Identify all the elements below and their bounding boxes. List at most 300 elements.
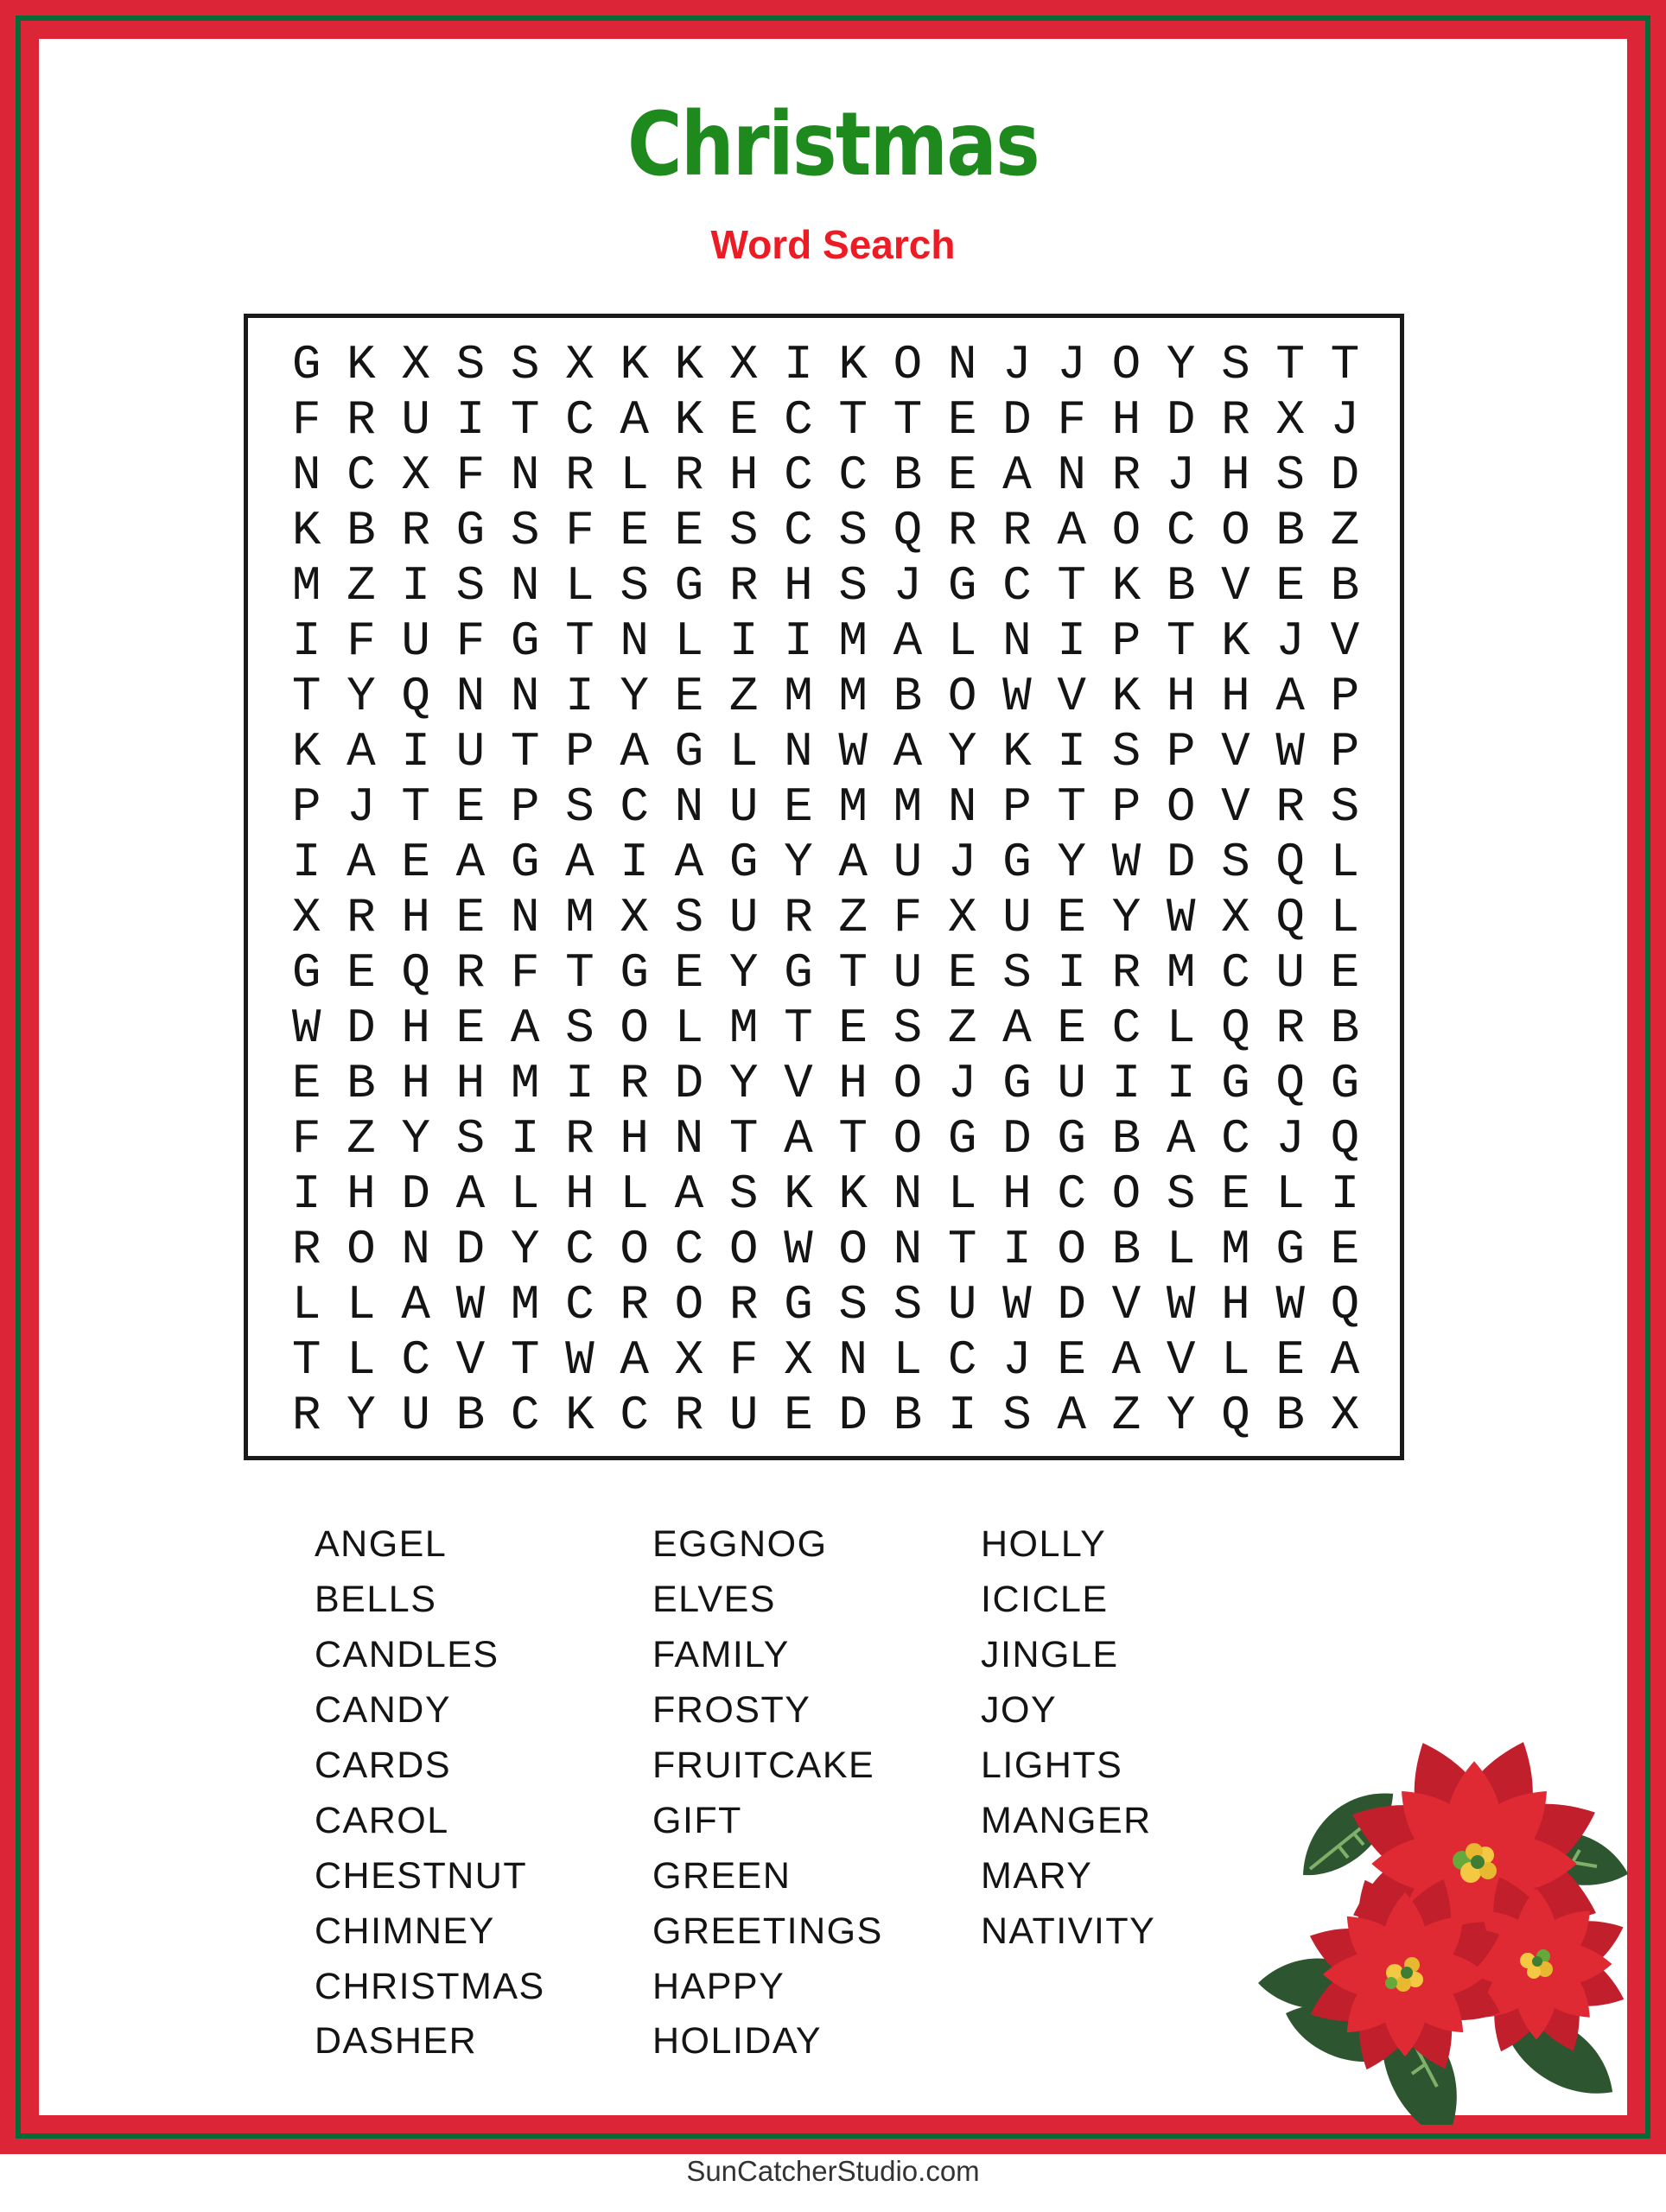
grid-cell[interactable]: I xyxy=(291,835,321,890)
grid-cell[interactable]: I xyxy=(728,613,759,669)
grid-cell[interactable]: K xyxy=(1221,613,1250,669)
grid-cell[interactable]: X xyxy=(1330,1388,1360,1443)
grid-cell[interactable]: H xyxy=(1002,1166,1032,1222)
grid-cell[interactable]: C xyxy=(565,1277,595,1332)
grid-cell[interactable]: X xyxy=(291,890,321,945)
grid-cell[interactable]: T xyxy=(510,392,540,448)
grid-cell[interactable]: W xyxy=(784,1222,813,1277)
grid-cell[interactable]: R xyxy=(291,1222,321,1277)
grid-cell[interactable]: T xyxy=(510,724,540,779)
grid-cell[interactable]: E xyxy=(401,835,430,890)
grid-cell[interactable]: C xyxy=(620,779,649,835)
grid-cell[interactable]: F xyxy=(347,613,376,669)
grid-cell[interactable]: H xyxy=(455,1056,486,1111)
grid-cell[interactable]: E xyxy=(674,503,704,558)
grid-cell[interactable]: C xyxy=(565,392,595,448)
grid-cell[interactable]: T xyxy=(1166,613,1196,669)
grid-cell[interactable]: K xyxy=(838,1166,868,1222)
grid-cell[interactable]: N xyxy=(947,779,977,835)
grid-cell[interactable]: Q xyxy=(1330,1277,1360,1332)
grid-cell[interactable]: A xyxy=(1057,1388,1086,1443)
grid-cell[interactable]: F xyxy=(455,613,486,669)
grid-cell[interactable]: G xyxy=(291,945,321,1001)
grid-cell[interactable]: B xyxy=(1111,1111,1141,1166)
grid-cell[interactable]: L xyxy=(620,448,649,503)
grid-cell[interactable]: D xyxy=(674,1056,704,1111)
grid-cell[interactable]: D xyxy=(455,1222,486,1277)
grid-cell[interactable]: X xyxy=(947,890,977,945)
grid-cell[interactable]: T xyxy=(838,1111,868,1166)
grid-cell[interactable]: S xyxy=(728,1166,759,1222)
grid-cell[interactable]: Y xyxy=(728,945,759,1001)
grid-cell[interactable]: I xyxy=(510,1111,540,1166)
grid-cell[interactable]: E xyxy=(1057,1332,1086,1388)
grid-cell[interactable]: S xyxy=(620,558,649,613)
grid-cell[interactable]: Z xyxy=(947,1001,977,1056)
grid-cell[interactable]: N xyxy=(947,337,977,392)
grid-cell[interactable]: X xyxy=(728,337,759,392)
grid-cell[interactable]: G xyxy=(1002,1056,1032,1111)
grid-cell[interactable]: I xyxy=(1166,1056,1196,1111)
grid-cell[interactable]: N xyxy=(1002,613,1032,669)
grid-cell[interactable]: V xyxy=(1330,613,1360,669)
grid-cell[interactable]: Z xyxy=(1111,1388,1141,1443)
grid-cell[interactable]: M xyxy=(1221,1222,1250,1277)
grid-cell[interactable]: M xyxy=(510,1056,540,1111)
grid-cell[interactable]: T xyxy=(401,779,430,835)
grid-cell[interactable]: I xyxy=(565,1056,595,1111)
grid-cell[interactable]: A xyxy=(893,613,923,669)
grid-cell[interactable]: I xyxy=(1057,613,1086,669)
grid-cell[interactable]: C xyxy=(784,503,813,558)
grid-cell[interactable]: T xyxy=(1275,337,1305,392)
grid-cell[interactable]: M xyxy=(838,669,868,724)
grid-cell[interactable]: P xyxy=(1111,613,1141,669)
grid-cell[interactable]: H xyxy=(838,1056,868,1111)
grid-cell[interactable]: X xyxy=(1221,890,1250,945)
grid-cell[interactable]: L xyxy=(565,558,595,613)
grid-cell[interactable]: T xyxy=(784,1001,813,1056)
grid-cell[interactable]: K xyxy=(674,392,704,448)
grid-cell[interactable]: F xyxy=(291,392,321,448)
grid-cell[interactable]: R xyxy=(1111,945,1141,1001)
grid-cell[interactable]: L xyxy=(1221,1332,1250,1388)
grid-cell[interactable]: G xyxy=(1002,835,1032,890)
grid-cell[interactable]: A xyxy=(1275,669,1305,724)
grid-cell[interactable]: Q xyxy=(1330,1111,1360,1166)
grid-cell[interactable]: A xyxy=(674,835,704,890)
grid-cell[interactable]: T xyxy=(728,1111,759,1166)
grid-cell[interactable]: G xyxy=(674,724,704,779)
grid-cell[interactable]: S xyxy=(893,1277,923,1332)
grid-cell[interactable]: H xyxy=(1166,669,1196,724)
grid-cell[interactable]: J xyxy=(1275,1111,1305,1166)
grid-cell[interactable]: O xyxy=(1057,1222,1086,1277)
grid-cell[interactable]: J xyxy=(947,835,977,890)
grid-cell[interactable]: V xyxy=(455,1332,486,1388)
grid-cell[interactable]: B xyxy=(1111,1222,1141,1277)
grid-cell[interactable]: I xyxy=(1111,1056,1141,1111)
grid-cell[interactable]: L xyxy=(347,1332,376,1388)
grid-cell[interactable]: S xyxy=(510,503,540,558)
grid-cell[interactable]: L xyxy=(728,724,759,779)
grid-cell[interactable]: G xyxy=(674,558,704,613)
grid-cell[interactable]: T xyxy=(1057,558,1086,613)
grid-cell[interactable]: L xyxy=(1330,890,1360,945)
grid-cell[interactable]: I xyxy=(291,613,321,669)
grid-cell[interactable]: E xyxy=(784,1388,813,1443)
grid-cell[interactable]: C xyxy=(1111,1001,1141,1056)
grid-cell[interactable]: T xyxy=(838,392,868,448)
grid-cell[interactable]: T xyxy=(510,1332,540,1388)
grid-cell[interactable]: Z xyxy=(347,558,376,613)
grid-cell[interactable]: A xyxy=(620,392,649,448)
grid-cell[interactable]: Z xyxy=(728,669,759,724)
grid-cell[interactable]: I xyxy=(784,613,813,669)
grid-cell[interactable]: Y xyxy=(947,724,977,779)
grid-cell[interactable]: J xyxy=(1057,337,1086,392)
grid-cell[interactable]: Z xyxy=(347,1111,376,1166)
grid-cell[interactable]: H xyxy=(620,1111,649,1166)
grid-cell[interactable]: O xyxy=(947,669,977,724)
grid-cell[interactable]: S xyxy=(1111,724,1141,779)
grid-cell[interactable]: H xyxy=(401,890,430,945)
grid-cell[interactable]: C xyxy=(347,448,376,503)
grid-cell[interactable]: I xyxy=(401,558,430,613)
grid-cell[interactable]: H xyxy=(347,1166,376,1222)
grid-cell[interactable]: G xyxy=(620,945,649,1001)
grid-cell[interactable]: B xyxy=(1166,558,1196,613)
grid-cell[interactable]: K xyxy=(1111,558,1141,613)
grid-cell[interactable]: Y xyxy=(728,1056,759,1111)
grid-cell[interactable]: N xyxy=(510,448,540,503)
grid-cell[interactable]: T xyxy=(893,392,923,448)
grid-cell[interactable]: O xyxy=(620,1222,649,1277)
grid-cell[interactable]: I xyxy=(1002,1222,1032,1277)
grid-cell[interactable]: R xyxy=(620,1277,649,1332)
grid-cell[interactable]: S xyxy=(674,890,704,945)
grid-cell[interactable]: G xyxy=(1221,1056,1250,1111)
grid-cell[interactable]: W xyxy=(1002,1277,1032,1332)
grid-cell[interactable]: J xyxy=(1330,392,1360,448)
grid-cell[interactable]: O xyxy=(728,1222,759,1277)
grid-cell[interactable]: T xyxy=(565,945,595,1001)
grid-cell[interactable]: D xyxy=(1002,392,1032,448)
grid-cell[interactable]: C xyxy=(510,1388,540,1443)
grid-cell[interactable]: U xyxy=(728,1388,759,1443)
grid-cell[interactable]: R xyxy=(728,1277,759,1332)
grid-cell[interactable]: O xyxy=(1221,503,1250,558)
grid-cell[interactable]: E xyxy=(947,448,977,503)
grid-cell[interactable]: R xyxy=(455,945,486,1001)
grid-cell[interactable]: M xyxy=(510,1277,540,1332)
grid-cell[interactable]: U xyxy=(1057,1056,1086,1111)
grid-cell[interactable]: Y xyxy=(1057,835,1086,890)
grid-cell[interactable]: Y xyxy=(1166,337,1196,392)
grid-cell[interactable]: E xyxy=(291,1056,321,1111)
grid-cell[interactable]: P xyxy=(1330,669,1360,724)
grid-cell[interactable]: X xyxy=(784,1332,813,1388)
grid-cell[interactable]: J xyxy=(347,779,376,835)
grid-cell[interactable]: A xyxy=(347,835,376,890)
grid-cell[interactable]: U xyxy=(455,724,486,779)
grid-cell[interactable]: S xyxy=(1275,448,1305,503)
grid-cell[interactable]: N xyxy=(893,1222,923,1277)
grid-cell[interactable]: R xyxy=(674,1388,704,1443)
grid-cell[interactable]: A xyxy=(674,1166,704,1222)
grid-cell[interactable]: B xyxy=(893,669,923,724)
grid-cell[interactable]: B xyxy=(1275,503,1305,558)
grid-cell[interactable]: X xyxy=(1275,392,1305,448)
grid-cell[interactable]: A xyxy=(401,1277,430,1332)
grid-cell[interactable]: G xyxy=(510,613,540,669)
grid-cell[interactable]: Q xyxy=(1275,1056,1305,1111)
grid-cell[interactable]: G xyxy=(291,337,321,392)
grid-cell[interactable]: F xyxy=(565,503,595,558)
grid-cell[interactable]: K xyxy=(838,337,868,392)
grid-cell[interactable]: T xyxy=(947,1222,977,1277)
grid-cell[interactable]: A xyxy=(455,835,486,890)
grid-cell[interactable]: D xyxy=(347,1001,376,1056)
grid-cell[interactable]: E xyxy=(347,945,376,1001)
grid-cell[interactable]: D xyxy=(1330,448,1360,503)
grid-cell[interactable]: L xyxy=(620,1166,649,1222)
grid-cell[interactable]: Q xyxy=(1221,1001,1250,1056)
grid-cell[interactable]: A xyxy=(1002,1001,1032,1056)
grid-cell[interactable]: G xyxy=(784,945,813,1001)
grid-cell[interactable]: T xyxy=(565,613,595,669)
grid-cell[interactable]: H xyxy=(784,558,813,613)
grid-cell[interactable]: I xyxy=(565,669,595,724)
grid-cell[interactable]: S xyxy=(838,558,868,613)
grid-cell[interactable]: C xyxy=(1221,1111,1250,1166)
grid-cell[interactable]: A xyxy=(1111,1332,1141,1388)
grid-cell[interactable]: N xyxy=(455,669,486,724)
grid-cell[interactable]: Q xyxy=(401,945,430,1001)
grid-cell[interactable]: U xyxy=(1275,945,1305,1001)
grid-cell[interactable]: V xyxy=(1221,779,1250,835)
grid-cell[interactable]: O xyxy=(893,1111,923,1166)
grid-cell[interactable]: E xyxy=(620,503,649,558)
grid-cell[interactable]: F xyxy=(455,448,486,503)
grid-cell[interactable]: L xyxy=(1166,1222,1196,1277)
grid-cell[interactable]: N xyxy=(784,724,813,779)
grid-cell[interactable]: D xyxy=(1057,1277,1086,1332)
grid-cell[interactable]: F xyxy=(728,1332,759,1388)
grid-cell[interactable]: H xyxy=(1111,392,1141,448)
grid-cell[interactable]: R xyxy=(674,448,704,503)
grid-cell[interactable]: U xyxy=(728,779,759,835)
grid-cell[interactable]: M xyxy=(565,890,595,945)
grid-cell[interactable]: M xyxy=(838,613,868,669)
grid-cell[interactable]: U xyxy=(728,890,759,945)
grid-cell[interactable]: R xyxy=(1111,448,1141,503)
grid-cell[interactable]: J xyxy=(947,1056,977,1111)
grid-cell[interactable]: A xyxy=(1002,448,1032,503)
grid-cell[interactable]: N xyxy=(510,558,540,613)
grid-cell[interactable]: W xyxy=(1002,669,1032,724)
grid-cell[interactable]: Y xyxy=(347,669,376,724)
grid-cell[interactable]: T xyxy=(291,1332,321,1388)
grid-cell[interactable]: C xyxy=(838,448,868,503)
grid-cell[interactable]: K xyxy=(784,1166,813,1222)
grid-cell[interactable]: K xyxy=(291,503,321,558)
grid-cell[interactable]: B xyxy=(347,1056,376,1111)
grid-cell[interactable]: E xyxy=(674,669,704,724)
grid-cell[interactable]: E xyxy=(1275,558,1305,613)
grid-cell[interactable]: Y xyxy=(347,1388,376,1443)
grid-cell[interactable]: J xyxy=(1166,448,1196,503)
grid-cell[interactable]: J xyxy=(1002,337,1032,392)
grid-cell[interactable]: E xyxy=(455,890,486,945)
grid-cell[interactable]: R xyxy=(347,890,376,945)
grid-cell[interactable]: A xyxy=(893,724,923,779)
grid-cell[interactable]: D xyxy=(1166,392,1196,448)
grid-cell[interactable]: Q xyxy=(893,503,923,558)
grid-cell[interactable]: O xyxy=(347,1222,376,1277)
grid-cell[interactable]: H xyxy=(1221,669,1250,724)
grid-cell[interactable]: L xyxy=(947,1166,977,1222)
grid-cell[interactable]: P xyxy=(565,724,595,779)
grid-cell[interactable]: O xyxy=(838,1222,868,1277)
grid-cell[interactable]: G xyxy=(1057,1111,1086,1166)
grid-cell[interactable]: R xyxy=(347,392,376,448)
grid-cell[interactable]: S xyxy=(510,337,540,392)
grid-cell[interactable]: S xyxy=(1221,835,1250,890)
grid-cell[interactable]: J xyxy=(1275,613,1305,669)
grid-cell[interactable]: A xyxy=(510,1001,540,1056)
grid-cell[interactable]: M xyxy=(893,779,923,835)
grid-cell[interactable]: W xyxy=(455,1277,486,1332)
grid-cell[interactable]: X xyxy=(620,890,649,945)
grid-cell[interactable]: E xyxy=(455,1001,486,1056)
grid-cell[interactable]: B xyxy=(347,503,376,558)
grid-cell[interactable]: R xyxy=(565,1111,595,1166)
grid-cell[interactable]: R xyxy=(1275,1001,1305,1056)
grid-cell[interactable]: M xyxy=(1166,945,1196,1001)
grid-cell[interactable]: E xyxy=(674,945,704,1001)
grid-cell[interactable]: V xyxy=(1221,558,1250,613)
grid-cell[interactable]: C xyxy=(1166,503,1196,558)
grid-cell[interactable]: G xyxy=(1275,1222,1305,1277)
grid-cell[interactable]: E xyxy=(1221,1166,1250,1222)
grid-cell[interactable]: F xyxy=(510,945,540,1001)
grid-cell[interactable]: R xyxy=(1221,392,1250,448)
grid-cell[interactable]: L xyxy=(893,1332,923,1388)
grid-cell[interactable]: W xyxy=(1166,1277,1196,1332)
grid-cell[interactable]: N xyxy=(674,1111,704,1166)
grid-cell[interactable]: H xyxy=(1221,448,1250,503)
grid-cell[interactable]: E xyxy=(784,779,813,835)
grid-cell[interactable]: P xyxy=(1111,779,1141,835)
grid-cell[interactable]: O xyxy=(893,1056,923,1111)
grid-cell[interactable]: S xyxy=(455,337,486,392)
grid-cell[interactable]: I xyxy=(947,1388,977,1443)
grid-cell[interactable]: L xyxy=(347,1277,376,1332)
footer-url[interactable]: SunCatcherStudio.com xyxy=(686,2155,980,2187)
grid-cell[interactable]: F xyxy=(1057,392,1086,448)
grid-cell[interactable]: E xyxy=(947,392,977,448)
grid-cell[interactable]: M xyxy=(728,1001,759,1056)
grid-cell[interactable]: Y xyxy=(1111,890,1141,945)
grid-cell[interactable]: C xyxy=(784,392,813,448)
grid-cell[interactable]: E xyxy=(455,779,486,835)
grid-cell[interactable]: W xyxy=(1275,724,1305,779)
grid-cell[interactable]: L xyxy=(947,613,977,669)
grid-cell[interactable]: L xyxy=(1166,1001,1196,1056)
grid-cell[interactable]: A xyxy=(1330,1332,1360,1388)
grid-cell[interactable]: N xyxy=(401,1222,430,1277)
grid-cell[interactable]: U xyxy=(401,1388,430,1443)
grid-cell[interactable]: H xyxy=(1221,1277,1250,1332)
grid-cell[interactable]: S xyxy=(565,779,595,835)
grid-cell[interactable]: D xyxy=(838,1388,868,1443)
grid-cell[interactable]: A xyxy=(784,1111,813,1166)
grid-cell[interactable]: L xyxy=(510,1166,540,1222)
grid-cell[interactable]: G xyxy=(455,503,486,558)
grid-cell[interactable]: C xyxy=(1221,945,1250,1001)
grid-cell[interactable]: Y xyxy=(401,1111,430,1166)
grid-cell[interactable]: A xyxy=(620,724,649,779)
grid-cell[interactable]: Z xyxy=(838,890,868,945)
grid-cell[interactable]: R xyxy=(728,558,759,613)
grid-cell[interactable]: E xyxy=(1330,1222,1360,1277)
grid-cell[interactable]: D xyxy=(1166,835,1196,890)
grid-cell[interactable]: I xyxy=(401,724,430,779)
grid-cell[interactable]: C xyxy=(674,1222,704,1277)
grid-cell[interactable]: R xyxy=(947,503,977,558)
grid-cell[interactable]: C xyxy=(565,1222,595,1277)
grid-cell[interactable]: P xyxy=(1330,724,1360,779)
grid-cell[interactable]: S xyxy=(1002,945,1032,1001)
grid-cell[interactable]: W xyxy=(1166,890,1196,945)
grid-cell[interactable]: S xyxy=(1221,337,1250,392)
grid-cell[interactable]: S xyxy=(893,1001,923,1056)
grid-cell[interactable]: G xyxy=(784,1277,813,1332)
grid-cell[interactable]: Q xyxy=(401,669,430,724)
grid-cell[interactable]: B xyxy=(1330,558,1360,613)
grid-cell[interactable]: K xyxy=(347,337,376,392)
grid-cell[interactable]: L xyxy=(1275,1166,1305,1222)
grid-cell[interactable]: E xyxy=(728,392,759,448)
grid-cell[interactable]: U xyxy=(401,392,430,448)
grid-cell[interactable]: Y xyxy=(784,835,813,890)
grid-cell[interactable]: U xyxy=(893,835,923,890)
grid-cell[interactable]: L xyxy=(674,613,704,669)
grid-cell[interactable]: S xyxy=(728,503,759,558)
grid-cell[interactable]: X xyxy=(674,1332,704,1388)
grid-cell[interactable]: W xyxy=(565,1332,595,1388)
grid-cell[interactable]: P xyxy=(291,779,321,835)
grid-cell[interactable]: T xyxy=(291,669,321,724)
grid-cell[interactable]: C xyxy=(1057,1166,1086,1222)
grid-cell[interactable]: E xyxy=(1057,890,1086,945)
grid-cell[interactable]: I xyxy=(455,392,486,448)
grid-cell[interactable]: T xyxy=(1057,779,1086,835)
grid-cell[interactable]: O xyxy=(674,1277,704,1332)
grid-cell[interactable]: B xyxy=(1330,1001,1360,1056)
grid-cell[interactable]: G xyxy=(1330,1056,1360,1111)
grid-cell[interactable]: Y xyxy=(620,669,649,724)
grid-cell[interactable]: Y xyxy=(510,1222,540,1277)
grid-cell[interactable]: N xyxy=(291,448,321,503)
grid-cell[interactable]: X xyxy=(401,337,430,392)
grid-cell[interactable]: T xyxy=(1330,337,1360,392)
grid-cell[interactable]: S xyxy=(1002,1388,1032,1443)
grid-cell[interactable]: J xyxy=(1002,1332,1032,1388)
grid-cell[interactable]: F xyxy=(291,1111,321,1166)
grid-cell[interactable]: G xyxy=(510,835,540,890)
